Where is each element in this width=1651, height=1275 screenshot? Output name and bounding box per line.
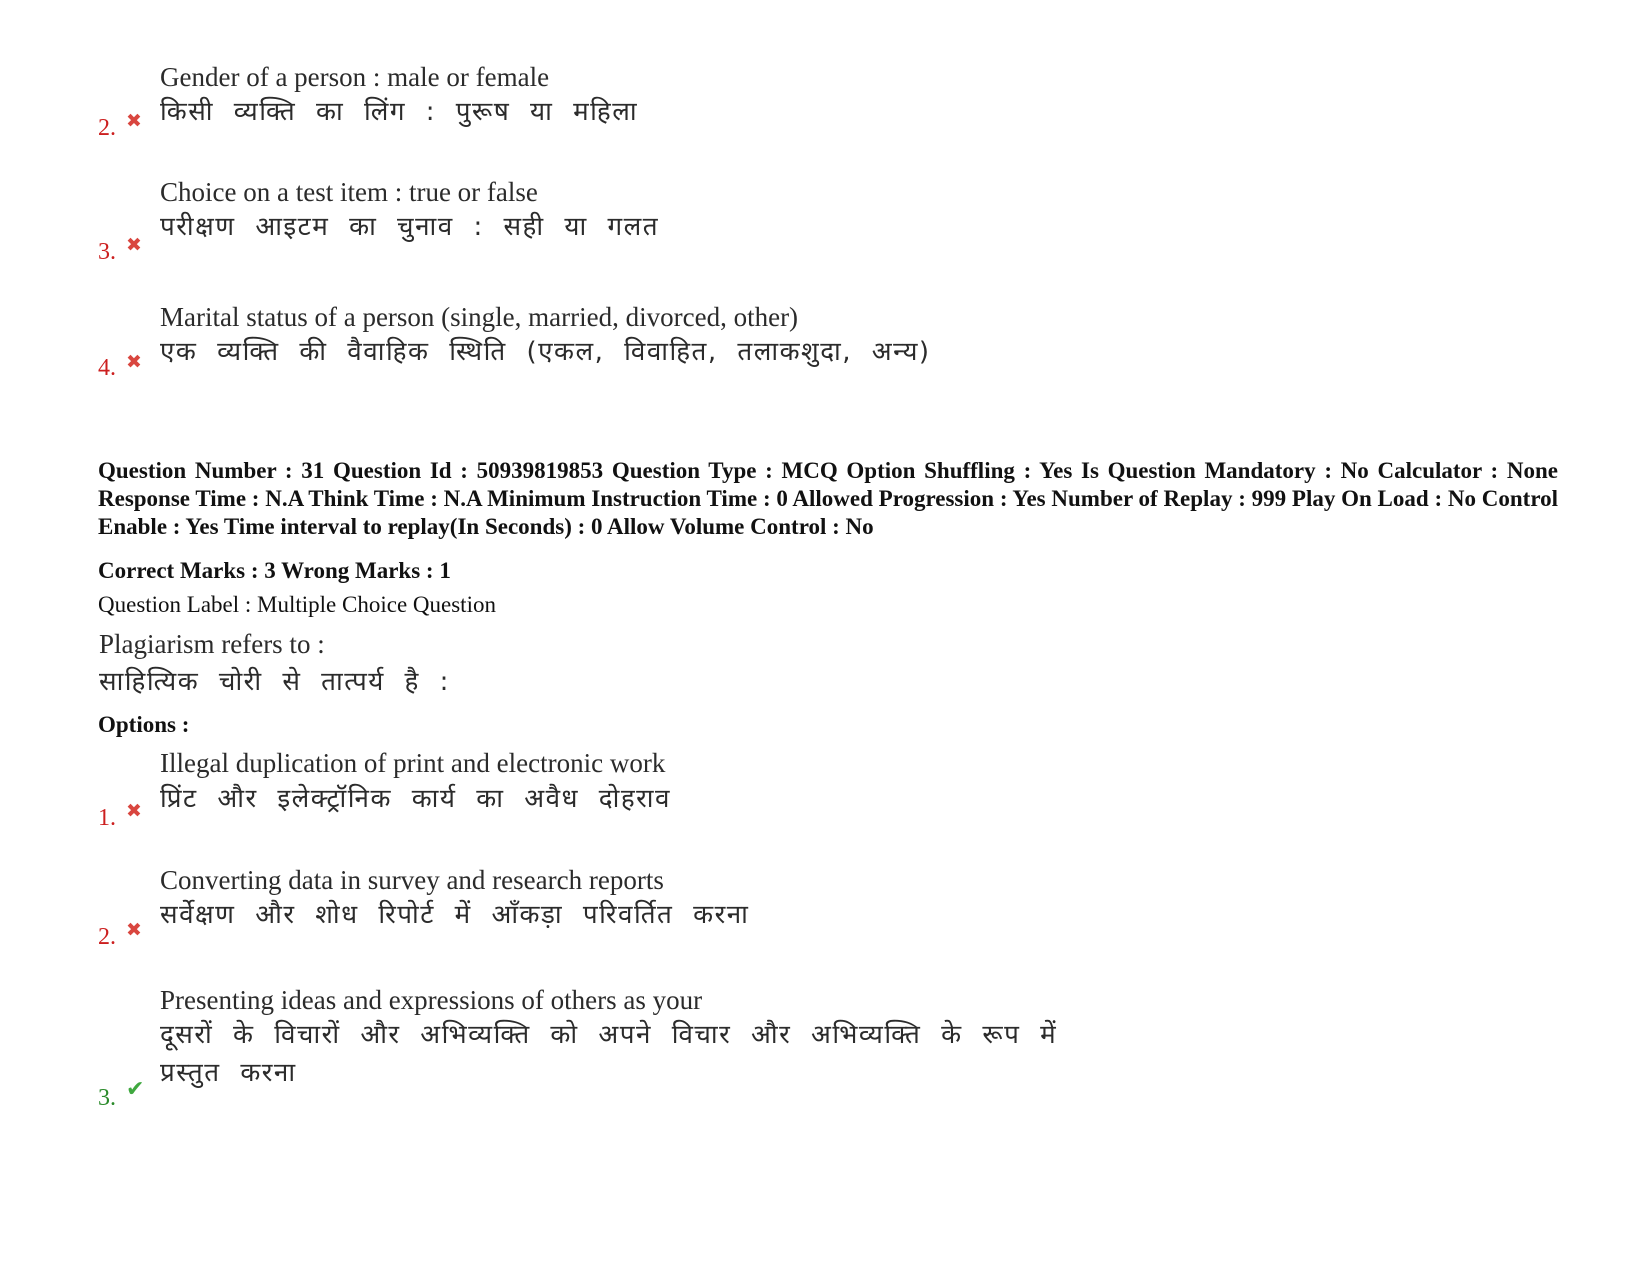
cross-icon: ✖ — [126, 234, 142, 256]
option-text-en: Presenting ideas and expressions of others as your — [160, 985, 703, 1015]
option-text-hi: सर्वेक्षण और शोध रिपोर्ट में आँकड़ा परिवर्तित करना — [160, 900, 750, 930]
question-text-hi: साहित्यिक चोरी से तात्पर्य है : — [99, 667, 450, 697]
option-number: 2. — [98, 924, 116, 950]
option-text-en: Gender of a person : male or female — [160, 62, 550, 92]
cross-icon: ✖ — [126, 800, 142, 822]
option-text-hi: एक व्यक्ति की वैवाहिक स्थिति (एकल, विवाहित, तलाकशुदा, अन्य) — [160, 337, 931, 367]
question-metadata: Question Number : 31 Question Id : 50939819853 Question Type : MCQ Option Shuffling : Yes Is Question Mandatory : No Calculator : None Response Time : N.A Think Time : N.A Minimum Instruction Time : 0 Allowed Progression : Yes Number of Replay : 999 Play On Load : No Control Enable : Yes Time interval to replay(In Seconds) : 0 Allow Volume Control : No — [98, 458, 1558, 539]
option-text-en: Illegal duplication of print and electronic work — [160, 748, 666, 778]
option-text-en: Converting data in survey and research reports — [160, 865, 664, 895]
cross-icon: ✖ — [126, 919, 142, 941]
option-number: 1. — [98, 805, 116, 831]
option-number: 3. — [98, 239, 116, 265]
options-heading: Options : — [98, 712, 190, 737]
option-text-hi: परीक्षण आइटम का चुनाव : सही या गलत — [160, 212, 660, 242]
cross-icon: ✖ — [126, 110, 142, 132]
question-label: Question Label : Multiple Choice Question — [98, 592, 496, 617]
check-icon: ✔ — [126, 1077, 145, 1102]
option-text-en: Marital status of a person (single, married, divorced, other) — [160, 302, 799, 332]
question-marks: Correct Marks : 3 Wrong Marks : 1 — [98, 558, 451, 583]
cross-icon: ✖ — [126, 351, 142, 373]
option-number: 2. — [98, 115, 116, 141]
option-text-hi: किसी व्यक्ति का लिंग : पुरूष या महिला — [160, 97, 639, 127]
option-text-hi-continued: प्रस्तुत करना — [160, 1058, 297, 1088]
option-number: 3. — [98, 1085, 116, 1111]
option-text-hi: दूसरों के विचारों और अभिव्यक्ति को अपने विचार और अभिव्यक्ति के रूप में — [160, 1020, 1058, 1050]
option-text-en: Choice on a test item : true or false — [160, 177, 538, 207]
question-text-en: Plagiarism refers to : — [99, 629, 325, 659]
option-text-hi: प्रिंट और इलेक्ट्रॉनिक कार्य का अवैध दोहराव — [160, 784, 671, 814]
option-number: 4. — [98, 355, 116, 381]
